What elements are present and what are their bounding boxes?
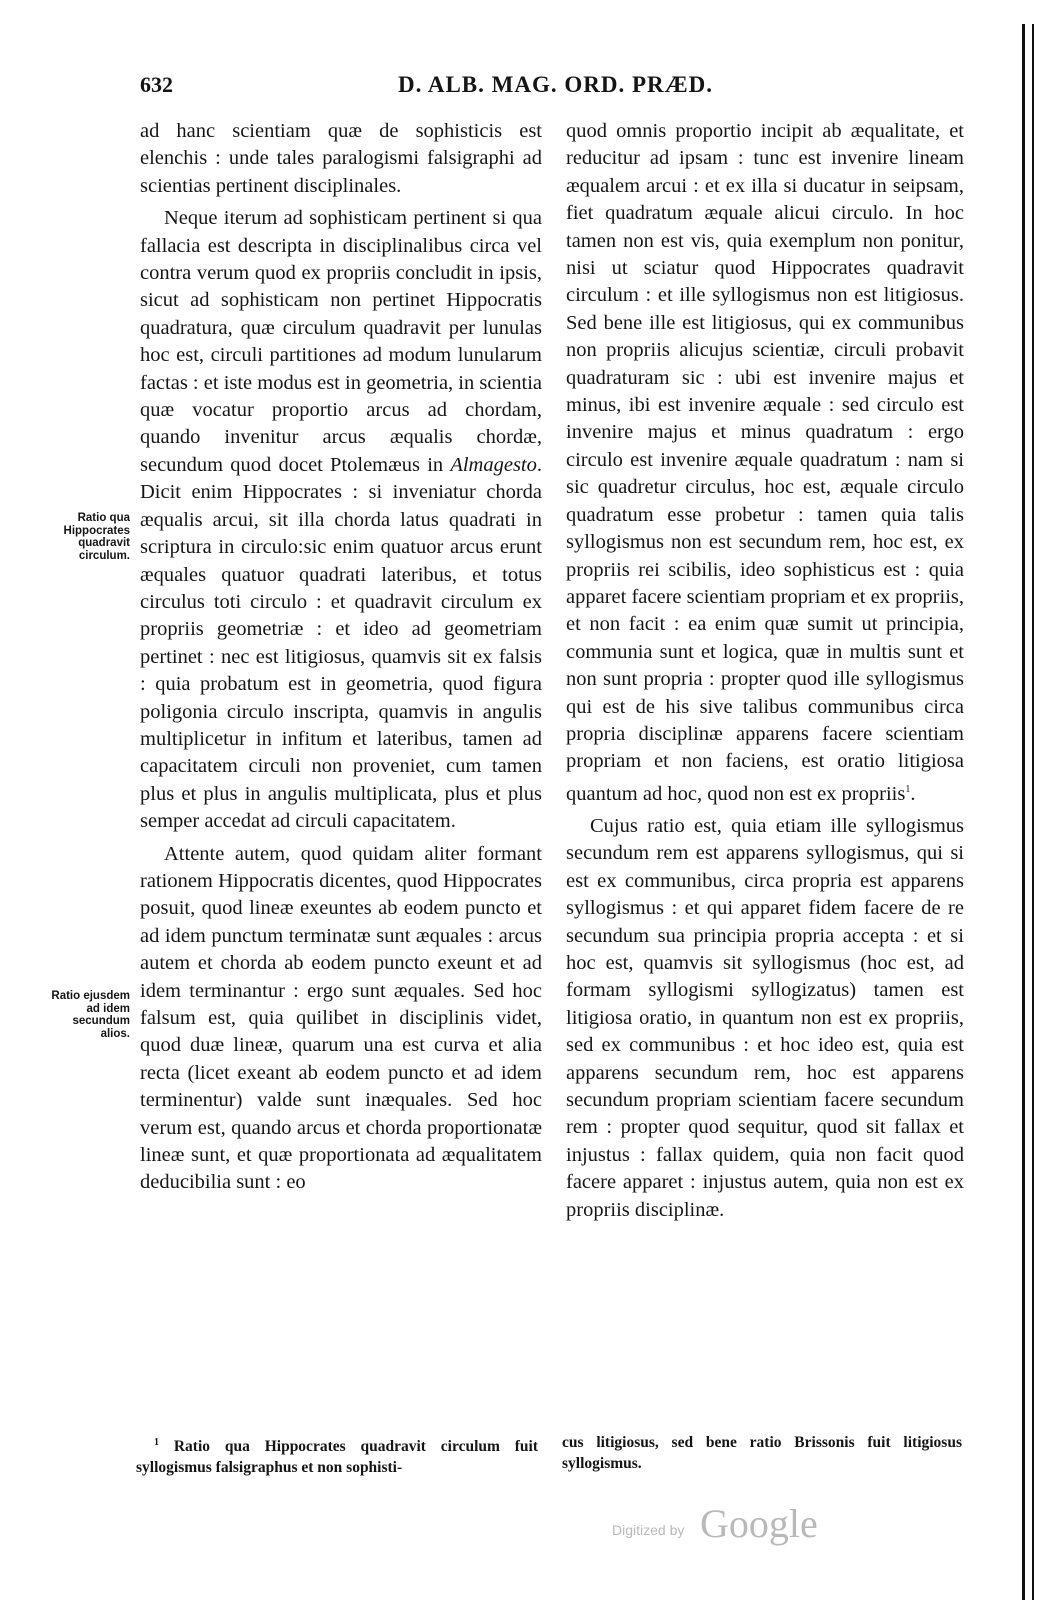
left-paragraph-2 [140,205,542,835]
right-paragraph-1: quod omnis proportio incipit ab æqualitate, et reducitur ad ipsam : tunc est invenire lineam æqualem arcui : et ex illa si ducatur in seipsam, fiet quadratum æquale alicui circulo. In hoc tamen non est vis, quia exemplum non ponitur, nisi ut sciatur quod Hippocrates quadravit circulum : et ille syllogismus non est litigiosus. Sed bene ille est litigiosus, qui ex communibus non propriis alicujus scientiæ, circuli probavit quadraturam sic : ubi est invenire majus et minus, ibi est invenire æquale : sed circulo est invenire majus et minus quadratum : ergo circulo est invenire æquale quadratum : nam si sic quadretur circulus, hoc est, æquale circulo quadratum esse probetur : tamen quia talis syllogismus non est secundum rem, hoc est, ex propriis rei scibilis, ideo sophisticus est : quia apparet facere scientiam propriam et ex propriis, et non facit : ea enim quæ sumit ut principia, communia sunt et logica, quæ in multis sunt et non sunt propria : propter quod ille syllogismus qui est de his sive talibus communibus circa propria disciplinæ apparens facere scientiam propriam et non faciens, est oratio litigiosa quantum ad hoc, quod non est ex propriis$^1$. [566,120,964,805]
page-header [140,72,970,108]
almagesto-italic: Almagesto [450,453,537,476]
margin-note-hippocrates: Ratio qua Hippocrates quadravit circulum. [63,512,130,562]
right-paragraph-2: Cujus ratio est, quia etiam ille syllogismus secundum rem est apparens syllogismus, qui si est ex communibus, circa propria est apparens syllogismus : et qui apparet fidem facere de re secundum sua principia propria accepta : et si hoc est, quamvis sit syllogismus (hoc est, ad formam syllogismi syllogizatus) tamen est litigiosa oratio, in quantum non est ex propriis, sed ex communibus : et hoc ideo est, quia est apparens secundum rem, hoc est apparens secundum propriam scientiam facere secundum rem : propter quod sequitur, quod sit fallax et injustus : fallax quidem, quia non facit quod facere apparet : injustus autem, quia non est ex propriis disciplinæ. [566,814,964,1221]
footnote-marker: 1 [154,1437,159,1448]
left-paragraph-2-text-b: . Dicit enim Hippocrates : si inveniatur chorda æqualis arcui, sit illa chorda latus quadrati in scriptura in circulo:sic enim quatuor arcus erunt æquales quatuor quadrati lateribus, et totus circulus toti circulo : et quadravit circulum ex propriis geometriæ : et ideo ad geometriam pertinet : nec est litigiosus, quamvis sit ex falsis : quia probatum est in geometria, quod figura poligonia circulo inscripta, quamvis in angulis multiplicetur in infitum et lateribus, tamen ad capacitatem circuli non proveniet, cum tamen plus et plus in angulis multiplicata, plus et plus semper accedat ad circuli capacitatem. [140,453,542,833]
footnote-reference: 1 [905,783,911,795]
left-paragraph-2-text-a: Neque iterum ad sophisticam pertinent si qua fallacia est descripta in disciplinalibus circa vel contra verum quod ex propriis concludit in ipsis, sicut ad sophisticam non pertinet Hippocratis quadratura, quæ circulum quadravit per lunulas hoc est, circuli partitiones ad modum lunularum factas : et iste modus est in geometria, in scientia quæ vocatur proportio arcus ad chordam, quando invenitur arcus æqualis chordæ, secundum quod docet Ptolemæus in [140,207,542,476]
left-column [140,118,542,1197]
page-number: 632 [140,72,173,97]
margin-note-alios: Ratio ejusdem ad idem secundum alios. [51,990,130,1040]
running-head: D. ALB. MAG. ORD. PRÆD. [398,72,713,97]
footnote-left [136,1432,538,1478]
left-paragraph-1: ad hanc scientiam quæ de sophisticis est elenchis : unde tales paralogismi falsigraphi ad scientias pertinent disciplinales. [140,120,542,197]
page-edge-line-outer [1022,24,1025,1600]
google-logo: Google [700,1501,818,1546]
right-paragraph-1-text: quod omnis proportio incipit ab æqualitate, et reducitur ad ipsam : tunc est invenire lineam æqualem arcui : et ex illa si ducatur in seipsam, fiet quadratum æquale alicui circulo. In hoc tamen non est vis, quia exemplum non ponitur, nisi ut sciatur quod Hippocrates quadravit circulum : et ille syllogismus non est litigiosus. Sed bene ille est litigiosus, qui ex communibus non propriis alicujus scientiæ, circuli probavit quadraturam sic : ubi est invenire majus et minus, ibi est invenire æquale : sed circulo est invenire majus et minus quadratum : ergo circulo est invenire æquale quadratum : nam si sic quadretur circulus, hoc est, æquale circulo quadratum esse probetur : tamen quia talis syllogismus non est secundum rem, hoc est, ex propriis rei scibilis, ideo sophisticus est : quia apparet facere scientiam propriam et ex propriis, et non facit : ea enim quæ sumit ut principia, communia sunt et logica, quæ in multis sunt et non sunt propria : propter quod ille syllogismus qui est de his sive talibus communibus circa propria disciplinæ apparens facere scientiam propriam et non faciens, est oratio litigiosa quantum ad hoc, quod non est ex propriis [566,120,964,805]
footnote-left-text: Ratio qua Hippocrates quadravit circulum fuit syllogismus falsigraphus et non sophisti- [136,1438,539,1477]
left-paragraph-3: Attente autem, quod quidam aliter formant rationem Hippocratis dicentes, quod Hippocrates posuit, quod lineæ exeuntes ab eodem puncto et ad idem punctum terminatæ sunt æquales : arcus autem et chorda ab eodem puncto exeunt et ad idem terminantur : ergo sunt æquales. Sed hoc falsum est, quia quilibet in disciplinis videt, quod duæ lineæ, quarum una est curva et alia recta (licet exeant ab eodem puncto et ad idem terminentur) valde sunt inæquales. Sed hoc verum est, quando arcus et chorda proportionatæ lineæ sunt, et quæ proportionata ad æqualitatem deducibilia sunt : eo [140,842,542,1194]
right-column [566,118,964,1224]
watermark-digitized-by: Digitized by [612,1522,685,1538]
footnote-right: cus litigiosus, sed bene ratio Brissonis fuit litigiosus syllogismus. [562,1434,962,1472]
page-edge-line-inner [1032,24,1034,1600]
